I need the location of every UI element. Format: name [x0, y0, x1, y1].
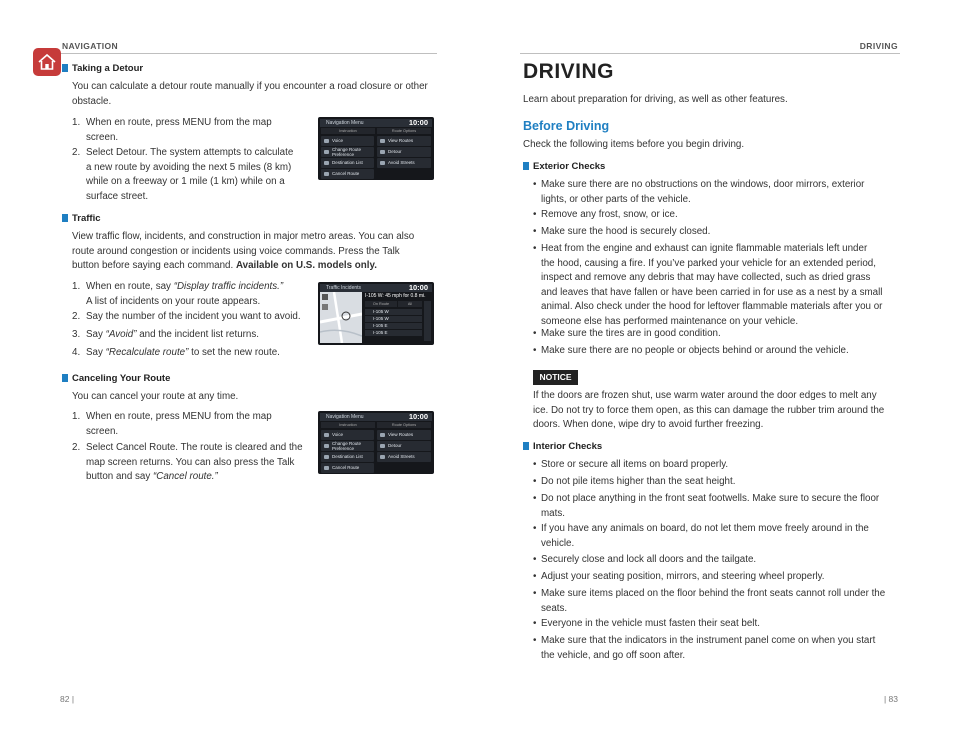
section-heading: Canceling Your Route — [62, 373, 170, 384]
nav-menu-screenshot: Navigation Menu 10:00 Instruction Route Options Voice View Routes Change Route Preference Detour Destination List Avoid Streets Cancel Route — [318, 117, 434, 180]
scrollbar — [424, 301, 431, 341]
voice-icon — [324, 433, 329, 437]
header-rule — [520, 53, 900, 54]
detour-icon — [380, 444, 385, 448]
route-icon — [380, 433, 385, 437]
list-icon — [324, 455, 329, 459]
traffic-incidents-screenshot: Traffic Incidents 10:00 I-105 W: 45 mph for 0.8 mi. On Route All I-105 W I-105 W I-105 E I-105 E — [318, 282, 434, 345]
page-intro: Learn about preparation for driving, as well as other features. — [523, 94, 788, 105]
nav-menu-screenshot: Navigation Menu 10:00 Instruction Route Options Voice View Routes Change Route Preference Detour Destination List Avoid Streets Cancel Route — [318, 411, 434, 474]
page-number: 82 | — [60, 694, 75, 704]
step: 2. Say the number of the incident you want to avoid. — [72, 311, 301, 322]
preference-icon — [324, 444, 329, 448]
step: 2. Select Cancel Route. The route is cleared and the map screen returns. You can also press the Talk button and say “Cancel route.” — [72, 442, 303, 482]
section-intro: Check the following items before you begin driving. — [523, 139, 745, 150]
section-heading: Taking a Detour — [62, 63, 143, 74]
voice-icon — [324, 139, 329, 143]
step: 1. When en route, say “Display traffic incidents.” A list of incidents on your route appears. — [72, 281, 284, 307]
route-icon — [380, 139, 385, 143]
incident-row: I-105 E — [365, 330, 422, 336]
step: 1. When en route, press MENU from the map screen. — [72, 411, 272, 437]
cancel-icon — [324, 172, 329, 176]
page-title: DRIVING — [523, 60, 615, 83]
section-marker — [62, 64, 68, 72]
step: 3. Say “Avoid” and the incident list returns. — [72, 329, 259, 340]
section-intro: You can calculate a detour route manually if you encounter a road closure or other obstacle. — [72, 81, 428, 107]
section-intro: View traffic flow, incidents, and construction in major metro areas. You can also route around congestion or incidents using voice commands. Press the Talk button before saying each command. Available on U.S. models only. — [72, 231, 415, 271]
preference-icon — [324, 150, 329, 154]
page-number: | 83 — [883, 694, 898, 704]
section-heading: Interior Checks — [523, 441, 602, 452]
cancel-icon — [324, 466, 329, 470]
section-intro: You can cancel your route at any time. — [72, 391, 239, 402]
detour-icon — [380, 150, 385, 154]
incident-row: I-105 W — [365, 316, 422, 322]
notice-text: If the doors are frozen shut, use warm water around the door edges to melt any ice. Do not try to force them open, as this can damage the rubber trim around the doors. When done, wipe dry to avoid further freezing. — [533, 390, 885, 430]
section-heading: Traffic — [62, 213, 101, 224]
home-icon — [37, 52, 57, 72]
section-heading: Exterior Checks — [523, 161, 605, 172]
section-marker — [62, 214, 68, 222]
section-marker — [62, 374, 68, 382]
right-page: DRIVING DRIVING Learn about preparation for driving, as well as other features. Before Driving Check the following items before you begin driving. Exterior Checks • Make sure there are no obstructions on the windows, door mirrors, exterior lights, or other parts of the vehicle. • Remove any frost, snow, or ice. • Make sure the hood is securely closed. • Heat from the engine and exhaust can ignite flammable materials left under the hood, causing a fire. If you’ve parked your vehicle for an extended period, inspect and remove any debris that may have collected, such as dried grass and leaves that have fallen or have been carried in for use as a nest by a small animal. Also check under the hood for leftover flammable materials after you or someone else has performed maintenance on your vehicle. • Make sure the tires are in good condition. • Make sure there are no people or objects behind or around the vehicle. NOTICE If the doors are frozen shut, use warm water around the door edges to melt any ice. Do not try to force them open, as this can damage the rubber trim around the doors. When done, wipe dry to avoid further freezing. Interior Checks • Store or secure all items on board properly. • Do not pile items higher than the seat height. • Do not place anything in the front seat footwells. Make sure to secure the floor mats. • If you have any animals on board, do not let them move freely around in the vehicle. • Securely close and lock all doors and the tailgate. • Adjust your seating position, mirrors, and steering wheel properly. • Make sure items placed on the floor behind the front seats cannot roll under the seats. • Everyone in the vehicle must fasten their seat belt. • Make sure that the indicators in the instrument panel come on when you start the vehicle, and go off soon after. | 83 — [480, 0, 960, 750]
incident-row: I-105 E — [365, 323, 422, 329]
avoid-icon — [380, 455, 385, 459]
notice-badge: NOTICE — [533, 370, 578, 385]
step: 4. Say “Recalculate route” to set the new route. — [72, 347, 280, 358]
running-head: NAVIGATION — [62, 41, 119, 51]
home-button[interactable] — [33, 48, 61, 76]
section-marker — [523, 442, 529, 450]
step: 1. When en route, press MENU from the map screen. — [72, 117, 272, 143]
list-icon — [324, 161, 329, 165]
incident-row: I-105 W — [365, 309, 422, 315]
avoid-icon — [380, 161, 385, 165]
section-title: Before Driving — [523, 119, 610, 133]
header-rule — [60, 53, 437, 54]
map-thumbnail — [320, 292, 362, 343]
step: 2. Select Detour. The system attempts to calculate a new route by avoiding the next 5 miles (8 km) while on a freeway or 1 mile (1 km) while on a surface street. — [72, 147, 294, 202]
section-marker — [523, 162, 529, 170]
running-head: DRIVING — [859, 41, 898, 51]
